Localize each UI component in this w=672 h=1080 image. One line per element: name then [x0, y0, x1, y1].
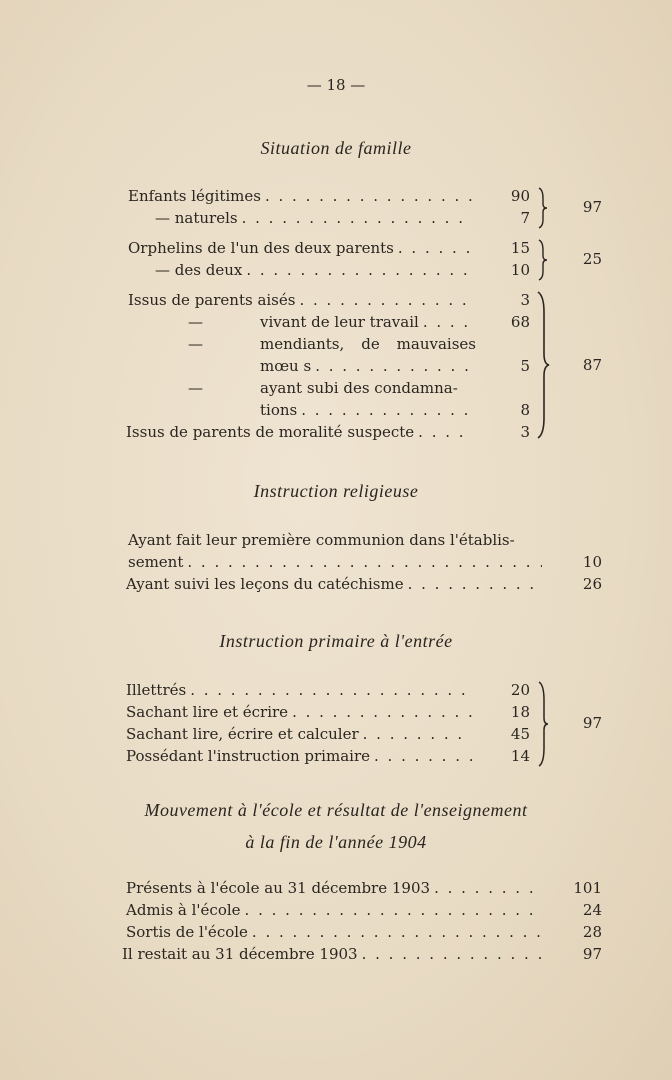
table-row [126, 421, 476, 443]
row-value: 68 [510, 313, 530, 331]
row-label: Il restait au 31 décembre 1903 [122, 945, 358, 963]
row-value: 7 [520, 209, 530, 227]
row-label: Sachant lire, écrire et calculer [126, 725, 359, 743]
section-title-instruction-religieuse: Instruction religieuse [253, 481, 419, 501]
row-value: 14 [510, 747, 530, 765]
ditto-dash: — [188, 379, 203, 397]
row-label: Ayant suivi les leçons du catéchisme [126, 575, 404, 593]
row-value: 24 [582, 901, 602, 919]
row-label: Présents à l'école au 31 décembre 1903 [126, 879, 431, 897]
row-value: 45 [510, 725, 530, 743]
table-row [128, 237, 476, 259]
table-row [126, 877, 546, 899]
row-label: Issus de parents aisés [128, 291, 296, 309]
row-value: 3 [520, 423, 530, 441]
row-value: 5 [520, 357, 530, 375]
table-row [128, 289, 476, 311]
row-value: 3 [520, 291, 530, 309]
row-label: Ayant fait leur première communion dans l'établis- [128, 531, 515, 549]
row-label: sement [128, 553, 184, 571]
row-label: Issus de parents de moralité suspecte [126, 423, 415, 441]
row-label: Possédant l'instruction primaire [126, 747, 370, 765]
table-row [260, 355, 476, 377]
table-row [155, 207, 476, 229]
row-label: Sortis de l'école [126, 923, 248, 941]
brace-icon [536, 680, 550, 768]
row-label: — des deux [155, 261, 243, 279]
row-label: mœu s [260, 357, 312, 375]
page-number: — 18 — [306, 76, 366, 94]
table-row [128, 551, 546, 573]
row-label: ayant subi des condamna- [260, 379, 458, 397]
table-row [122, 943, 546, 965]
row-value: 18 [510, 703, 530, 721]
table-row [128, 185, 476, 207]
row-label: Illettrés [126, 681, 187, 699]
table-row [260, 311, 476, 333]
group-total: 25 [582, 250, 602, 268]
section-title-instruction-primaire: Instruction primaire à l'entrée [219, 631, 453, 651]
section-title-mouvement: Mouvement à l'école et résultat de l'enseignement [144, 800, 528, 820]
row-value: 90 [510, 187, 530, 205]
group-total: 97 [582, 714, 602, 732]
section-title-situation-famille: Situation de famille [260, 138, 412, 158]
row-label: — naturels [155, 209, 238, 227]
row-label: Enfants légitimes [128, 187, 261, 205]
row-value: 28 [582, 923, 602, 941]
row-value: 26 [582, 575, 602, 593]
table-row [126, 701, 476, 723]
table-row [126, 679, 476, 701]
row-value: 15 [510, 239, 530, 257]
row-value: 10 [510, 261, 530, 279]
row-label: Sachant lire et écrire [126, 703, 289, 721]
row-value: 101 [573, 879, 602, 897]
group-total: 97 [582, 198, 602, 216]
ditto-dash: — [188, 335, 203, 353]
row-value: 20 [510, 681, 530, 699]
row-label: vivant de leur travail [260, 313, 419, 331]
table-row [126, 899, 546, 921]
group-total: 87 [582, 356, 602, 374]
table-row [126, 921, 546, 943]
table-row [126, 573, 546, 595]
table-row [260, 399, 476, 421]
row-label: tions [260, 401, 298, 419]
brace-icon [536, 290, 552, 440]
row-label: Admis à l'école [126, 901, 241, 919]
ditto-dash: — [188, 313, 203, 331]
row-value: 8 [520, 401, 530, 419]
brace-icon [536, 186, 550, 230]
table-row [126, 745, 476, 767]
row-value: 97 [582, 945, 602, 963]
table-row [126, 723, 476, 745]
section-subtitle-fin-annee: à la fin de l'année 1904 [245, 832, 427, 852]
row-label: mendiants, de mauvaises [260, 335, 476, 353]
table-row [155, 259, 476, 281]
row-label: Orphelins de l'un des deux parents [128, 239, 394, 257]
row-value: 10 [582, 553, 602, 571]
brace-icon [536, 238, 550, 282]
